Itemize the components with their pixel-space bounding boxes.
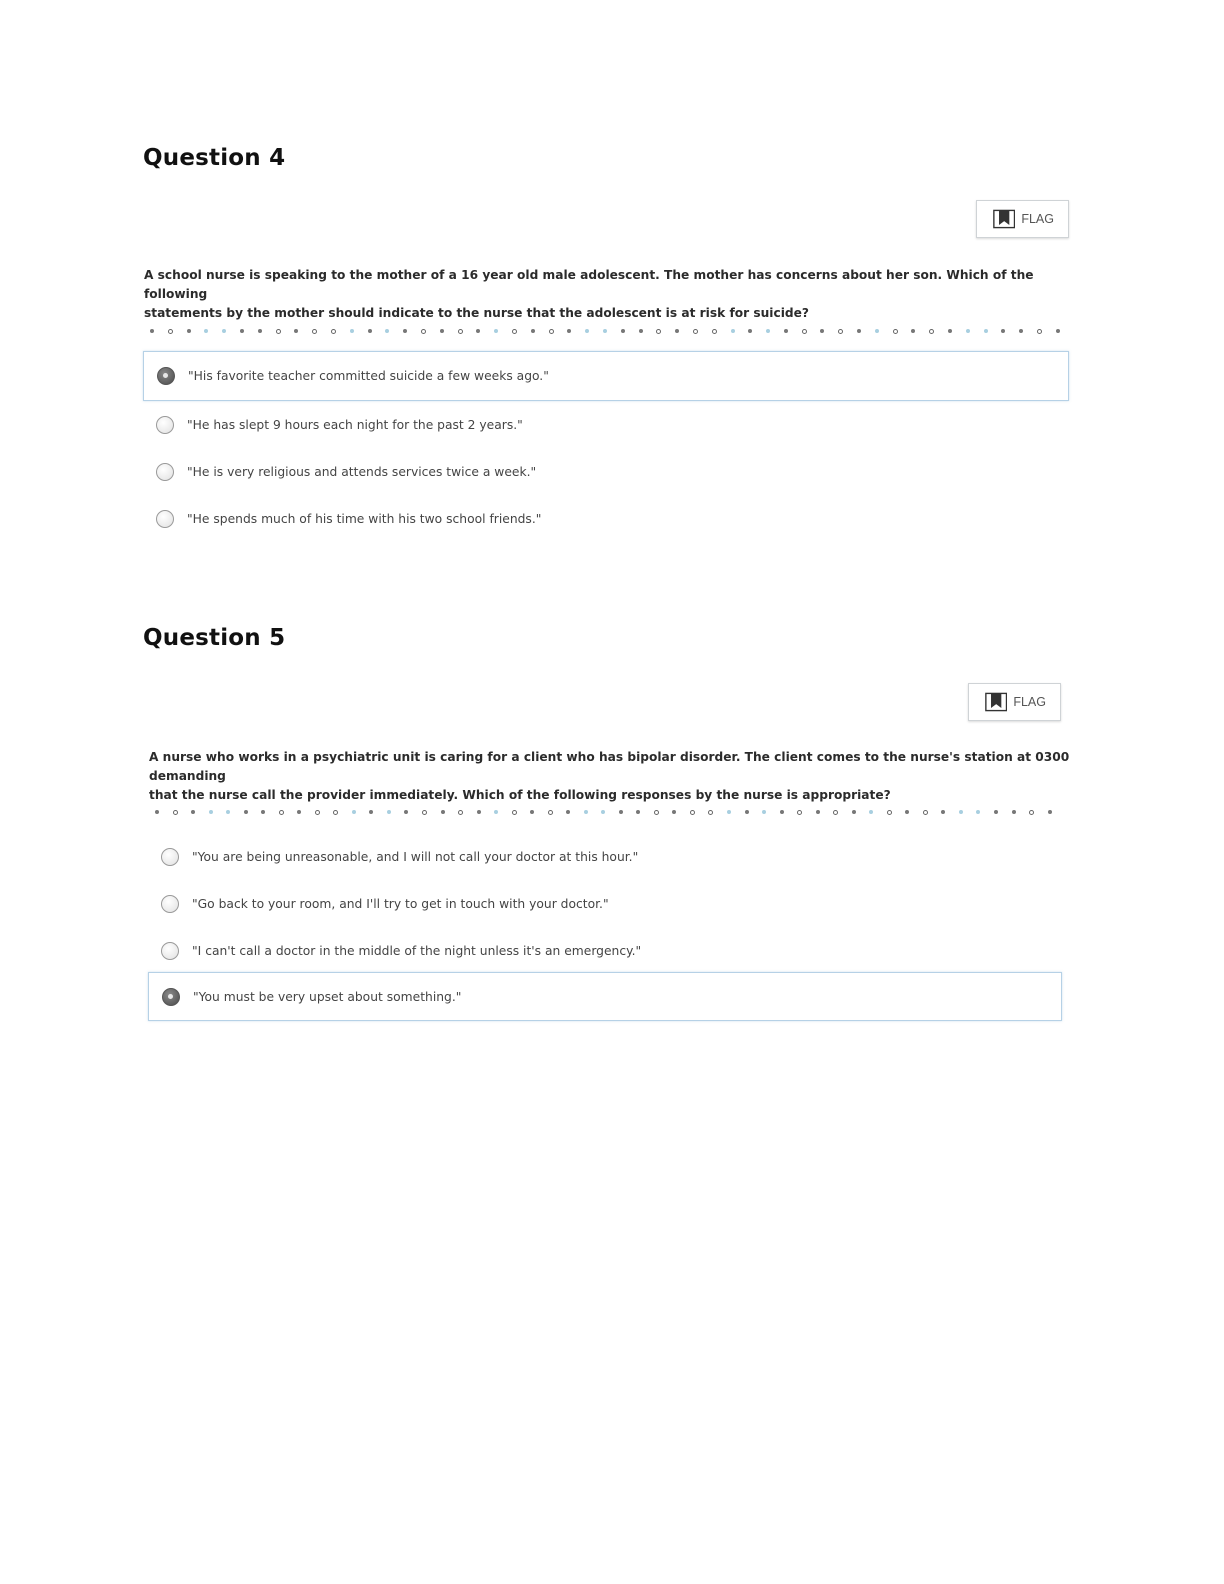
divider-dot (333, 810, 338, 815)
divider-dot (261, 810, 265, 814)
divider-dot (350, 329, 354, 333)
divider-dot (797, 810, 802, 815)
divider-dot (693, 329, 698, 334)
flag-label: FLAG (1021, 212, 1054, 226)
divider-dot (276, 329, 281, 334)
divider-dot (672, 810, 676, 814)
divider-dot (636, 810, 640, 814)
divider-dot (567, 329, 571, 333)
divider-dot (816, 810, 820, 814)
divider-dot (875, 329, 879, 333)
divider-dot (639, 329, 643, 333)
divider-dot (155, 810, 159, 814)
divider-dot (279, 810, 284, 815)
divider-dot (745, 810, 749, 814)
divider-dot (712, 329, 717, 334)
divider-dot (780, 810, 784, 814)
divider-dot (222, 329, 226, 333)
divider-dot (494, 329, 498, 333)
divider-dot (905, 810, 909, 814)
divider-dot (458, 810, 463, 815)
divider-dot (966, 329, 970, 333)
divider-dot (656, 329, 661, 334)
divider-dot (766, 329, 770, 333)
bookmark-icon (985, 691, 1007, 713)
stem-line: that the nurse call the provider immediately. Which of the following responses by the nurse is appropriate? (149, 788, 891, 802)
divider-dot (244, 810, 248, 814)
divider-dot (802, 329, 807, 334)
option-label: "His favorite teacher committed suicide a few weeks ago." (188, 369, 549, 383)
divider-dot (887, 810, 892, 815)
radio-button[interactable] (156, 510, 174, 528)
question-stem (149, 748, 1089, 805)
divider-dot (150, 329, 154, 333)
divider-dot (385, 329, 389, 333)
divider-dot (297, 810, 301, 814)
radio-button[interactable] (156, 463, 174, 481)
divider-dots (155, 808, 1052, 816)
divider-dot (869, 810, 873, 814)
flag-button[interactable] (976, 200, 1069, 238)
divider-dot (941, 810, 945, 814)
divider-dot (833, 810, 838, 815)
answer-option-3[interactable] (148, 936, 1062, 966)
answer-option-3[interactable] (143, 457, 1069, 487)
bookmark-icon (993, 208, 1015, 230)
divider-dot (173, 810, 178, 815)
option-label: "You must be very upset about something." (193, 989, 462, 1004)
stem-line: A school nurse is speaking to the mother of a 16 year old male adolescent. The mother has concerns about her son. Which of the following (144, 268, 1034, 301)
divider-dot (368, 329, 372, 333)
divider-dot (441, 810, 445, 814)
answer-option-4[interactable] (148, 972, 1062, 1021)
divider-dots (150, 327, 1060, 335)
divider-dot (619, 810, 623, 814)
radio-button[interactable] (161, 942, 179, 960)
divider-dot (191, 810, 195, 814)
divider-dot (984, 329, 988, 333)
option-label: "Go back to your room, and I'll try to get in touch with your doctor." (192, 897, 609, 911)
divider-dot (387, 810, 391, 814)
divider-dot (585, 329, 589, 333)
divider-dot (548, 810, 553, 815)
radio-button-selected[interactable] (157, 367, 175, 385)
divider-dot (294, 329, 298, 333)
divider-dot (403, 329, 407, 333)
divider-dot (458, 329, 463, 334)
divider-dot (621, 329, 625, 333)
divider-dot (240, 329, 244, 333)
divider-dot (584, 810, 588, 814)
divider-dot (762, 810, 766, 814)
stem-line: A nurse who works in a psychiatric unit is caring for a client who has bipolar disorder. The client comes to the nurse's station at 0300 demanding (149, 750, 1070, 783)
divider-dot (727, 810, 731, 814)
radio-button[interactable] (161, 848, 179, 866)
divider-dot (1012, 810, 1016, 814)
divider-dot (603, 329, 607, 333)
divider-dot (948, 329, 952, 333)
divider-dot (748, 329, 752, 333)
option-label: "He spends much of his time with his two school friends." (187, 512, 542, 526)
divider-dot (1029, 810, 1034, 815)
answer-option-1[interactable] (143, 351, 1069, 401)
divider-dot (731, 329, 735, 333)
divider-dot (512, 810, 517, 815)
divider-dot (852, 810, 856, 814)
divider-dot (994, 810, 998, 814)
divider-dot (1048, 810, 1052, 814)
divider-dot (1056, 329, 1060, 333)
radio-button[interactable] (156, 416, 174, 434)
question-title: Question 5 (143, 625, 286, 651)
divider-dot (494, 810, 498, 814)
radio-button[interactable] (161, 895, 179, 913)
divider-dot (204, 329, 208, 333)
divider-dot (404, 810, 408, 814)
divider-dot (531, 329, 535, 333)
divider-dot (929, 329, 934, 334)
divider-dot (187, 329, 191, 333)
divider-dot (784, 329, 788, 333)
divider-dot (352, 810, 356, 814)
divider-dot (312, 329, 317, 334)
divider-dot (911, 329, 915, 333)
divider-dot (421, 329, 426, 334)
divider-dot (440, 329, 444, 333)
divider-dot (512, 329, 517, 334)
divider-dot (857, 329, 861, 333)
answer-option-2[interactable] (148, 889, 1062, 919)
divider-dot (1001, 329, 1005, 333)
divider-dot (820, 329, 824, 333)
divider-dot (369, 810, 373, 814)
divider-dot (654, 810, 659, 815)
question-stem (144, 266, 1084, 323)
divider-dot (476, 329, 480, 333)
divider-dot (226, 810, 230, 814)
divider-dot (690, 810, 695, 815)
divider-dot (549, 329, 554, 334)
divider-dot (315, 810, 320, 815)
divider-dot (477, 810, 481, 814)
divider-dot (923, 810, 928, 815)
option-label: "He has slept 9 hours each night for the past 2 years." (187, 418, 523, 432)
divider-dot (708, 810, 713, 815)
radio-button-selected[interactable] (162, 988, 180, 1006)
divider-dot (601, 810, 605, 814)
divider-dot (1037, 329, 1042, 334)
divider-dot (566, 810, 570, 814)
divider-dot (959, 810, 963, 814)
divider-dot (675, 329, 679, 333)
option-label: "I can't call a doctor in the middle of the night unless it's an emergency." (192, 944, 642, 958)
flag-label: FLAG (1013, 695, 1046, 709)
divider-dot (331, 329, 336, 334)
answer-option-4[interactable] (143, 504, 1069, 534)
option-label: "You are being unreasonable, and I will not call your doctor at this hour." (192, 850, 639, 864)
stem-line: statements by the mother should indicate to the nurse that the adolescent is at risk for suicide? (144, 306, 809, 320)
divider-dot (893, 329, 898, 334)
divider-dot (1019, 329, 1023, 333)
divider-dot (258, 329, 262, 333)
divider-dot (530, 810, 534, 814)
divider-dot (976, 810, 980, 814)
question-title: Question 4 (143, 145, 286, 171)
answer-option-1[interactable] (148, 842, 1062, 872)
flag-button[interactable] (968, 683, 1061, 721)
divider-dot (209, 810, 213, 814)
divider-dot (422, 810, 427, 815)
answer-option-2[interactable] (143, 410, 1069, 440)
divider-dot (838, 329, 843, 334)
divider-dot (168, 329, 173, 334)
option-label: "He is very religious and attends services twice a week." (187, 465, 537, 479)
